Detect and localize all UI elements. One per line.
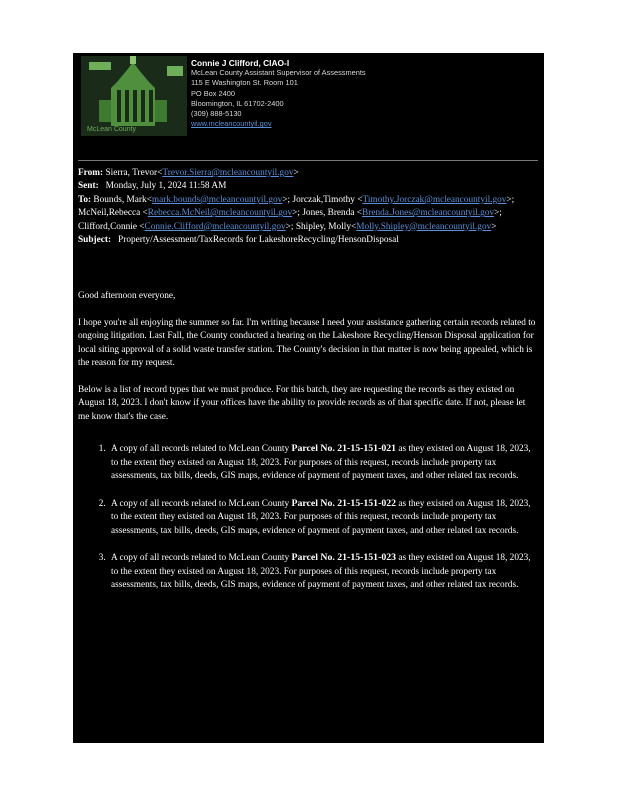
subject-line: Subject: Property/Assessment/TaxRecords for LakeshoreRecycling/HensonDisposal <box>78 235 399 246</box>
mclean-county-logo <box>81 56 187 136</box>
signature-title: McLean County Assistant Supervisor of Assessments <box>191 68 366 78</box>
email-header <box>78 167 540 247</box>
list-item: 3. A copy of all records related to McLean County Parcel No. 21-15-151-023 as they existed on August 18, 2023, to the extent they existed on August 18, 2023. For purposes of this request, records include property tax assessments, tax bills, deeds, GIS maps, evidence of payment of payment taxes, and other related tax records. <box>108 551 538 593</box>
list-item: 2. A copy of all records related to McLean County Parcel No. 21-15-151-022 as they existed on August 18, 2023, to the extent they existed on August 18, 2023. For purposes of this request, records include property tax assessments, tax bills, deeds, GIS maps, evidence of payment of payment taxes, and other related tax records. <box>108 497 538 539</box>
header-divider <box>78 160 538 161</box>
parcel-number: Parcel No. 21-15-151-023 <box>291 552 397 563</box>
signature-details <box>191 58 366 129</box>
parcel-number: Parcel No. 21-15-151-022 <box>291 497 397 509</box>
logo-caption: McLean County <box>87 126 137 133</box>
records-list <box>78 442 538 593</box>
recipient-email-link[interactable]: Rebecca.McNeil@mcleancountyil.gov <box>147 208 293 219</box>
signature-website-link[interactable]: www.mcleancountyil.gov <box>191 119 272 129</box>
recipient-email-link[interactable]: Brenda.Jones@mcleancountyil.gov <box>362 208 495 219</box>
signature-phone: (309) 888-5130 <box>191 109 242 119</box>
recipient-email-link[interactable]: Connie.Clifford@mcleancountyil.gov <box>144 221 286 232</box>
parcel-number: Parcel No. 21-15-151-021 <box>291 443 397 454</box>
email-body <box>78 290 538 606</box>
email-signature <box>81 56 536 151</box>
recipient-email-link[interactable]: mark.bounds@mcleancountyil.gov <box>151 194 283 205</box>
sent-line: Sent: Monday, July 1, 2024 11:58 AM <box>78 181 227 192</box>
from-line: From: Sierra, Trevor<Trevor.Sierra@mcleancountyil.gov> <box>78 168 299 178</box>
body-paragraph: I hope you're all enjoying the summer so far. I'm writing because I need your assistance gathering certain records related to ongoing litigation. Last Fall, the County conducted a hearing on the Lakeshore Recycling/Henson Disposal application for local siting approval of a solid waste transfer station. The County's decision in that matter is now being appealed, which is the reason for my request. <box>78 317 536 368</box>
signature-po-box: PO Box 2400 <box>191 88 235 98</box>
list-item: 1. A copy of all records related to McLean County Parcel No. 21-15-151-021 as they existed on August 18, 2023, to the extent they existed on August 18, 2023. For purposes of this request, records include property tax assessments, tax bills, deeds, GIS maps, evidence of payment of payment taxes, and other related tax records. <box>108 442 538 484</box>
signature-city: Bloomington, IL 61702-2400 <box>191 98 284 108</box>
signature-address: 115 E Washington St. Room 101 <box>191 78 298 88</box>
from-email-link[interactable]: Trevor.Sierra@mcleancountyil.gov <box>162 168 294 178</box>
email-page <box>73 53 544 743</box>
recipient-email-link[interactable]: Timothy.Jorczak@mcleancountyil.gov <box>362 194 507 205</box>
body-paragraph: Below is a list of record types that we must produce. For this batch, they are requesting the records as they existed on August 18, 2023. I don't know if your offices have the ability to provide records as of that specific date. If not, please let me know that's the case. <box>78 384 526 422</box>
capitol-dome-icon <box>81 56 187 136</box>
signature-name: Connie J Clifford, CIAO-I <box>191 58 290 68</box>
to-line: To: Bounds, Mark<mark.bounds@mcleancountyil.gov>; Jorczak,Timothy <Timothy.Jorczak@mcleancountyil.gov>; McNeil,Rebecca <Rebecca.McNeil@mcleancountyil.gov>; Jones, Brenda <Brenda.Jones@mcleancountyil.gov>; Clifford,Connie <Connie.Clifford@mcleancountyil.gov>; Shipley, Molly<Molly.Shipley@mcleancountyil.gov> <box>78 194 515 232</box>
greeting: Good afternoon everyone, <box>78 291 176 301</box>
recipient-email-link[interactable]: Molly.Shipley@mcleancountyil.gov <box>356 221 492 232</box>
